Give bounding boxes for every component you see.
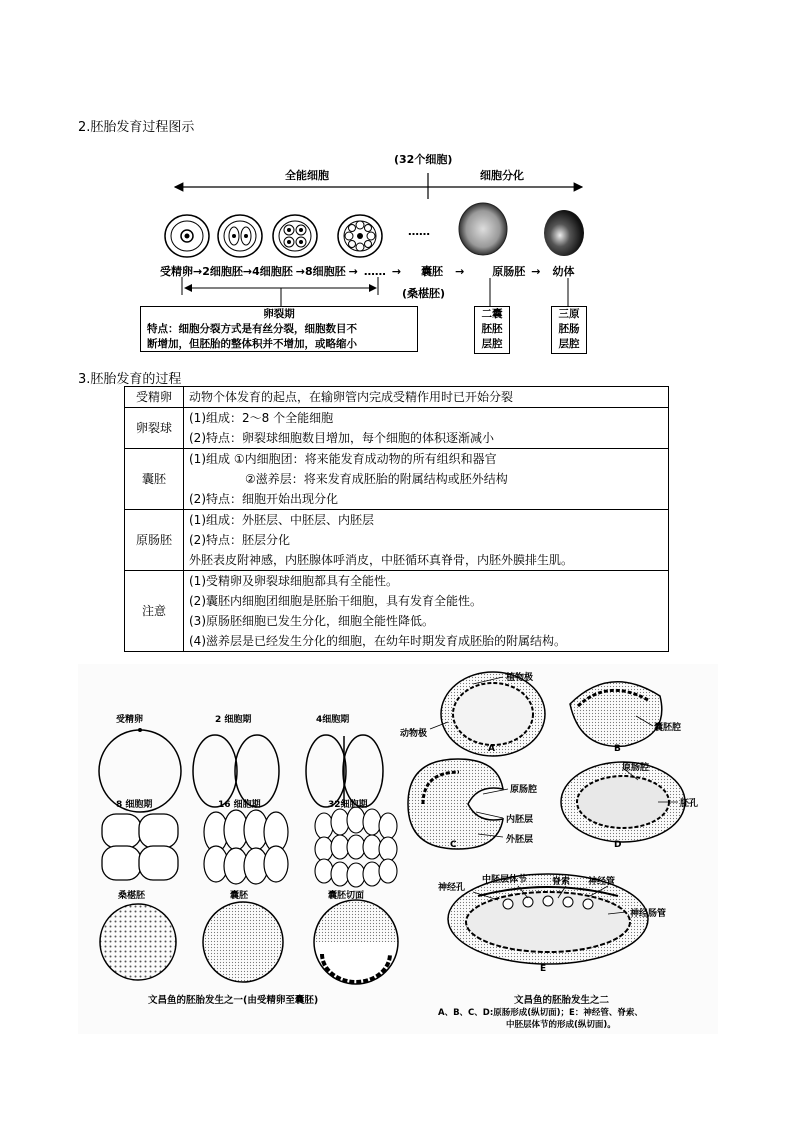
figure-label: 原肠腔 [622, 763, 650, 773]
box-line: 胚胚 [481, 323, 503, 335]
flow-arrow: → [455, 265, 465, 278]
figure-note: A、B、C、D:原肠形成(纵切面)；E：神经管、脊索、 [438, 1008, 643, 1018]
row-header: 囊胚 [125, 449, 184, 510]
figure-label: 受精卵 [116, 715, 144, 725]
row-text: ②滋养层：将来发育成胚胎的附属结构或胚外结构 [245, 472, 508, 486]
flow-larva: 幼体 [552, 265, 575, 278]
row-text: (1)组成：外胚层、中胚层、内胚层 [189, 513, 374, 527]
four-cell-icon [273, 215, 317, 257]
figure-label: 神经孔 [438, 883, 466, 893]
row-text: (4)滋养层是已经发生分化的细胞，在幼年时期发育成胚胎的附属结构。 [189, 634, 567, 648]
thirty-two-cell-drawing [315, 807, 397, 887]
figure-label: 囊胚 [230, 891, 249, 901]
box-line: 二囊 [481, 308, 503, 320]
sixteen-cell-drawing [204, 810, 288, 884]
row-text: 外胚表皮附神感，内胚腺体呼消皮，中胚循环真脊骨，内胚外膜排生肌。 [189, 553, 574, 567]
figure-label: 动物极 [400, 729, 428, 739]
cleavage-box [140, 306, 418, 352]
row-header: 原肠胚 [125, 510, 184, 571]
figure-label: 内胚层 [506, 815, 534, 825]
figure-label: 神经管 [588, 877, 616, 887]
blastula-drawing [203, 902, 283, 982]
table-row [125, 571, 669, 652]
zygote-icon [165, 215, 209, 257]
row-text: (1)受精卵及卵裂球细胞都具有全能性。 [189, 574, 398, 588]
figure-label: 32细胞期 [328, 800, 368, 810]
figure-label: 胚孔 [680, 799, 699, 809]
cleavage-text: 特点：细胞分裂方式是有丝分裂，细胞数目不 [147, 323, 357, 335]
figure-label: 囊胚切面 [328, 891, 365, 901]
flow-arrow: → [531, 265, 541, 278]
embryo-illustration [78, 664, 718, 1034]
flow-row [160, 263, 575, 279]
box-line: 层腔 [558, 338, 580, 350]
eight-cell-drawing [102, 814, 178, 880]
box-line: 胚肠 [558, 323, 580, 335]
figure-label: 2 细胞期 [215, 715, 252, 725]
cleavage-text: 断增加，但胚胎的整体积并不增加，或略缩小 [147, 338, 357, 350]
figure-caption: 文昌鱼的胚胎发生之一(由受精卵至囊胚) [148, 995, 319, 1006]
figure-label: 脊索 [552, 877, 571, 887]
row-text: (2)囊胚内细胞团细胞是胚胎干细胞，具有发育全能性。 [189, 594, 483, 608]
totipotent-label: 全能细胞 [285, 169, 329, 182]
box-line: 层腔 [481, 338, 503, 350]
figure-label: D [614, 840, 622, 850]
section-heading: 2.胚胎发育过程图示 [78, 120, 195, 135]
amphioxus-embryo-figure [78, 664, 718, 1034]
flow-arrow: → [348, 265, 358, 278]
row-text: (2)特点：胚层分化 [189, 533, 290, 547]
gastrula-box [551, 306, 587, 354]
figure-label: 囊胚腔 [654, 723, 682, 733]
flow-arrow: → [193, 265, 203, 278]
table-row [125, 408, 669, 449]
flow-arrow: → [242, 265, 253, 278]
table-row [125, 449, 669, 510]
cleavage-title: 卵裂期 [263, 308, 295, 320]
flow-zygote: 受精卵 [160, 265, 193, 278]
row-text: (2)特点：卵裂球细胞数目增加，每个细胞的体积逐渐减小 [189, 431, 495, 445]
figure-label: 神经肠管 [630, 909, 667, 919]
flow-blastula: 囊胚 [421, 265, 444, 278]
development-table [124, 386, 669, 652]
row-text: 动物个体发育的起点，在输卵管内完成受精作用时已开始分裂 [184, 387, 669, 408]
flow-2cell: 2细胞胚 [202, 265, 243, 278]
gastrula-icon [544, 210, 584, 256]
cell-count-label: (32个细胞) [394, 153, 453, 166]
row-text: (3)原肠胚细胞已发生分化，细胞全能性降低。 [189, 614, 434, 628]
figure-label: 外胚层 [506, 835, 534, 845]
differentiation-label: 细胞分化 [480, 169, 524, 182]
row-header: 注意 [125, 571, 184, 652]
embryo-development-diagram [147, 145, 670, 360]
blastula-box [474, 306, 510, 354]
figure-label: 原肠腔 [510, 785, 538, 795]
figure-label: 中胚层体节 [482, 875, 528, 885]
flow-dots: …… [363, 265, 386, 278]
figure-label: C [450, 840, 457, 850]
figure-note: 中胚层体节的形成(纵切面)。 [506, 1020, 616, 1030]
figure-label: 16 细胞期 [218, 800, 261, 810]
figure-label: B [614, 744, 621, 754]
flow-gastrula: 原肠胚 [492, 265, 526, 278]
table-row [125, 510, 669, 571]
eight-cell-icon [338, 215, 382, 257]
figure-label: 4细胞期 [316, 715, 350, 725]
figure-label: A [488, 744, 495, 754]
row-text: (2)特点：细胞开始出现分化 [189, 492, 338, 506]
morula-label: (桑椹胚) [402, 287, 446, 300]
flow-4cell: 4细胞胚 [252, 265, 293, 278]
row-text: (1)组成 ①内细胞团：将来能发育成动物的所有组织和器官 [189, 452, 497, 466]
morula-drawing [100, 904, 176, 980]
figure-label: 8 细胞期 [116, 800, 153, 810]
two-cell-icon [218, 215, 262, 257]
row-header: 卵裂球 [125, 408, 184, 449]
figure-label: 植物极 [506, 673, 534, 683]
figure-label: E [540, 964, 547, 974]
flow-8cell: 8细胞胚 [304, 265, 346, 278]
figure-label: 桑椹胚 [118, 891, 146, 901]
blastula-section-drawing [314, 900, 398, 984]
flow-arrow: → [391, 265, 402, 278]
blastula-icon [459, 203, 507, 255]
row-text: (1)组成：2～8 个全能细胞 [189, 411, 334, 425]
flow-arrow: → [295, 265, 305, 278]
dots-label: …… [408, 225, 430, 238]
figure-caption: 文昌鱼的胚胎发生之二 [514, 995, 610, 1006]
table-row [125, 387, 669, 408]
row-header: 受精卵 [125, 387, 184, 408]
section-heading: 3.胚胎发育的过程 [78, 372, 182, 387]
box-line: 三原 [558, 308, 580, 320]
